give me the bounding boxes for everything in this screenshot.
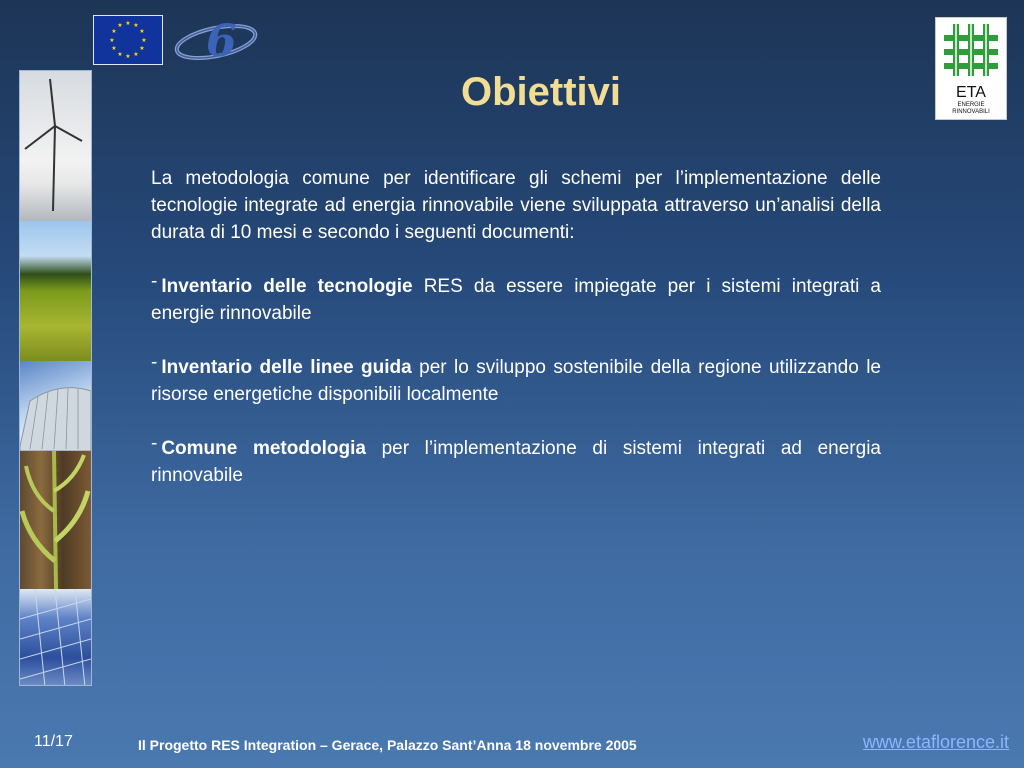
svg-text:★: ★ [133, 22, 139, 29]
solar-panel-photo [20, 589, 91, 686]
svg-text:★: ★ [111, 28, 117, 35]
photo-strip [19, 70, 92, 686]
svg-text:★: ★ [125, 20, 131, 27]
bullet-bold-text: Inventario delle tecnologie [161, 276, 413, 297]
eta-subtitle: ENERGIE RINNOVABILI [952, 102, 990, 115]
bullet-marker: - [151, 271, 158, 292]
bullet-item [151, 354, 881, 408]
svg-text:★: ★ [133, 51, 139, 58]
svg-text:★: ★ [125, 53, 131, 60]
corn-plant-photo [20, 451, 91, 589]
wheat-field-photo [20, 221, 91, 361]
bullet-text: per l’implementazione di sistemi integrati ad energia rinnovabile [151, 438, 881, 486]
eu-flag-icon [93, 15, 163, 65]
svg-text:★: ★ [139, 28, 145, 35]
svg-text:6: 6 [206, 16, 237, 66]
bullet-item [151, 435, 881, 489]
svg-text:★: ★ [109, 37, 115, 44]
website-link[interactable]: www.etaflorence.it [862, 732, 1009, 752]
eta-hash-icon [936, 18, 1006, 82]
bullet-text: RES da essere impiegate per i sistemi integrati a energie rinnovabile [151, 276, 881, 324]
bullet-bold-text: Inventario delle linee guida [161, 357, 412, 378]
page-number: 11/17 [34, 733, 73, 750]
bullet-text: per lo sviluppo sostenibile della regione utilizzando le risorse energetiche disponibili localmente [151, 357, 881, 405]
svg-text:★: ★ [111, 45, 117, 52]
svg-text:★: ★ [117, 22, 123, 29]
bullet-marker: - [151, 433, 158, 454]
solar-building-photo [20, 361, 91, 451]
fp6-logo [172, 12, 260, 66]
bullet-item [151, 273, 881, 327]
intro-paragraph: La metodologia comune per identificare gli schemi per l’implementazione delle tecnologie integrate ad energia rinnovabile viene sviluppata attraverso un’analisi della durata di 10 mesi e secondo i seguenti documenti: [151, 168, 881, 243]
footer-note: Il Progetto RES Integration – Gerace, Palazzo Sant’Anna 18 novembre 2005 [138, 737, 637, 753]
svg-text:★: ★ [117, 51, 123, 58]
bullet-bold-text: Comune metodologia [161, 438, 366, 459]
svg-text:★: ★ [141, 37, 147, 44]
wind-turbine-photo [20, 71, 91, 221]
eta-name: ETA [956, 84, 986, 101]
bullet-marker: - [151, 352, 158, 373]
eta-logo [935, 17, 1007, 120]
slide-title: Obiettivi [460, 70, 622, 114]
slide-body [151, 165, 881, 516]
svg-text:★: ★ [139, 45, 145, 52]
